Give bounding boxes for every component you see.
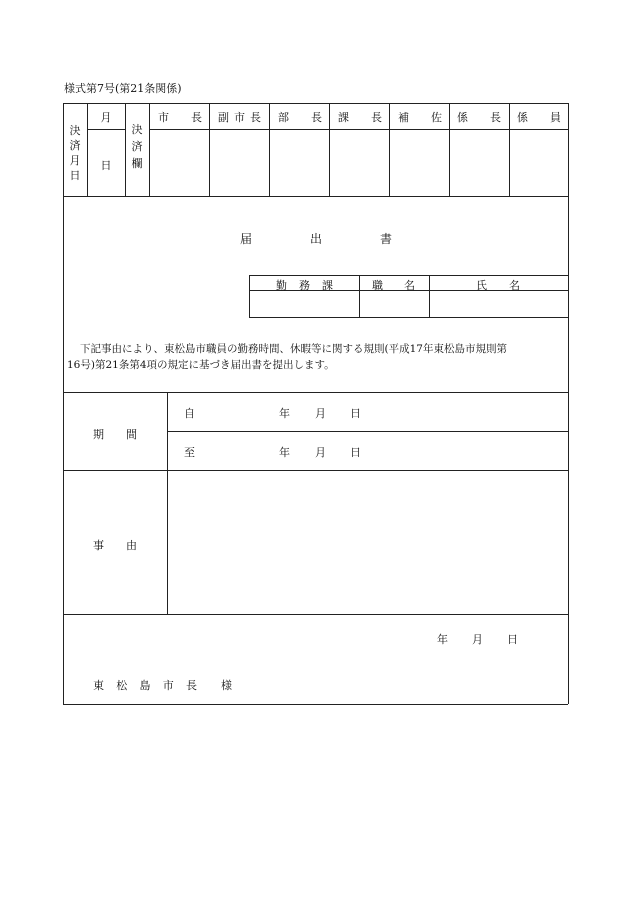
frame-top — [63, 103, 568, 104]
period-to-day: 日 — [350, 446, 361, 459]
approval-day: 日 — [100, 159, 112, 172]
footer-day: 日 — [507, 633, 518, 646]
role-mayor: 市 長 — [158, 111, 202, 124]
role-director: 部 長 — [278, 111, 322, 124]
dept-header: 勤 務 課 — [276, 279, 333, 292]
name-field[interactable] — [430, 291, 567, 316]
period-from-year: 年 — [279, 407, 290, 420]
role-deputy-mayor: 副 市 長 — [218, 111, 261, 124]
footer-month: 月 — [472, 633, 483, 646]
frame-right — [568, 103, 569, 704]
form-number: 様式第7号(第21条関係) — [64, 82, 182, 95]
period-label: 期 間 — [93, 428, 137, 441]
role-assistant: 補 佐 — [398, 111, 442, 124]
role-unit-chief: 係 長 — [457, 111, 501, 124]
period-to-month: 月 — [315, 446, 326, 459]
body-text-line2: 16号)第21条第4項の規定に基づき届出書を提出します。 — [67, 359, 335, 371]
honorific: 様 — [221, 679, 232, 692]
period-from-day: 日 — [350, 407, 361, 420]
period-to-year: 年 — [279, 446, 290, 459]
position-header: 職 名 — [372, 279, 415, 292]
form-title: 届 出 書 — [240, 232, 392, 246]
name-header: 氏 名 — [476, 279, 520, 292]
approval-month: 月 — [100, 111, 112, 124]
reason-field[interactable] — [169, 472, 567, 613]
body-text-line1: 下記事由により、東松島市職員の勤務時間、休暇等に関する規則(平成17年東松島市規則第 — [80, 343, 507, 355]
period-from: 自 — [184, 407, 195, 420]
addressee: 東 松 島 市 長 — [93, 679, 197, 692]
role-staff: 係 員 — [517, 111, 561, 124]
period-to: 至 — [184, 446, 195, 459]
dept-field[interactable] — [250, 291, 358, 316]
reason-label: 事 由 — [93, 539, 137, 552]
approval-column-label: 決 済 欄 — [131, 123, 143, 170]
role-section-chief: 課 長 — [338, 111, 382, 124]
position-field[interactable] — [360, 291, 428, 316]
approval-date-label: 決 済 月 日 — [69, 124, 81, 182]
frame-bottom — [63, 704, 568, 705]
period-from-month: 月 — [315, 407, 326, 420]
footer-year: 年 — [437, 633, 448, 646]
